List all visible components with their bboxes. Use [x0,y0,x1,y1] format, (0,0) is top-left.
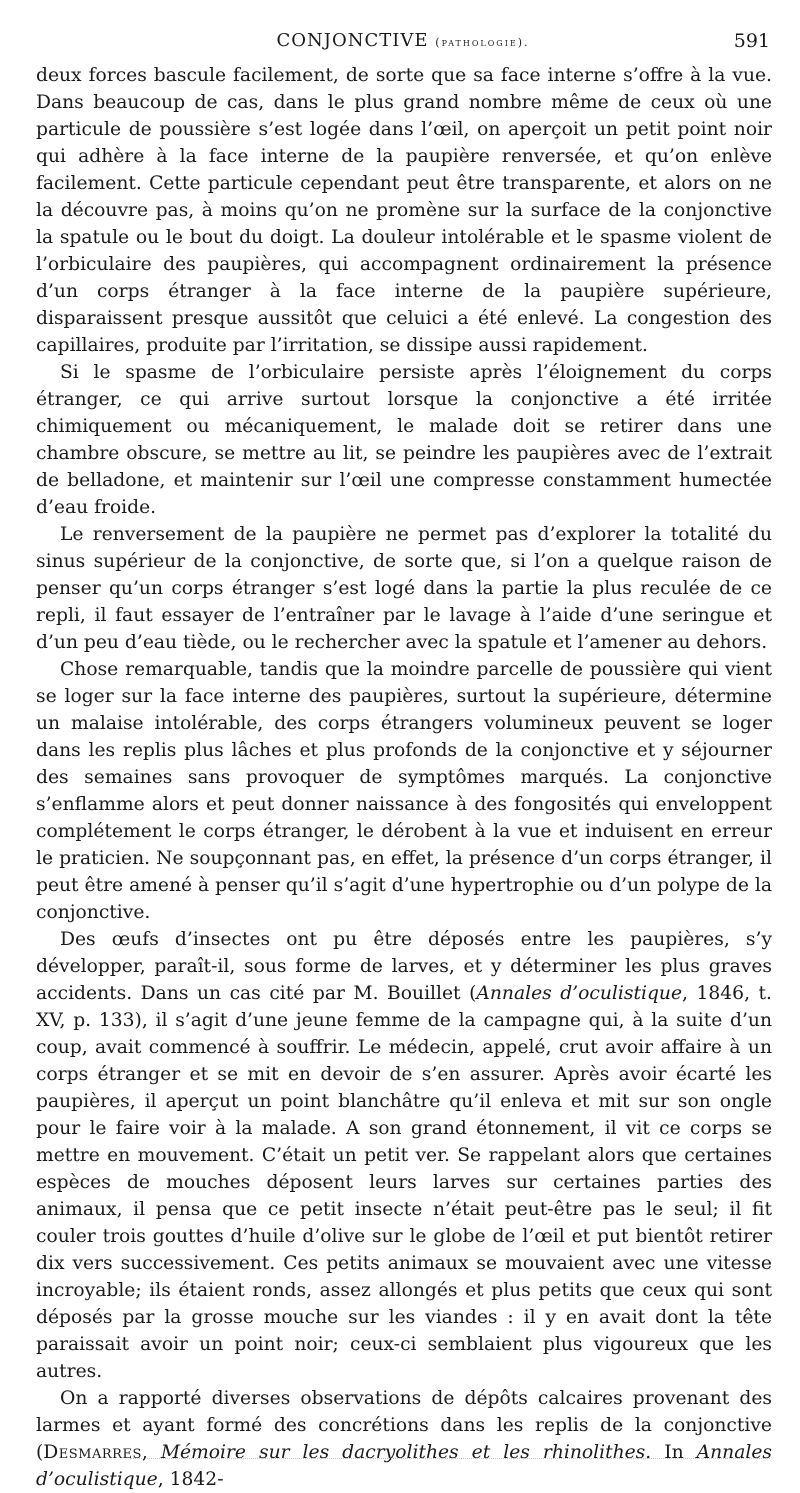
footer-rule [130,1458,770,1460]
paragraph-1: deux forces bascule facilement, de sorte que sa face interne s’offre à la vue. Dans beaucoup de cas, dans le plus grand nombre même de ceux où une particule de poussière s’est logée dans l’œil, on aperçoit un petit point noir qui adhère à la face interne de la paupière renversée, et qu’on enlève facilement. Cette particule cependant peut être transparente, et alors on ne la découvre pas, à moins qu’on ne promène sur la surface de la conjonctive la spatule ou le bout du doigt. La douleur intolérable et le spasme violent de l’orbiculaire des paupières, qui accompagnent ordinairement la présence d’un corps étranger à la face interne de la paupière supérieure, disparaissent presque aussitôt que celuici a été enlevé. La congestion des capillaires, produite par l’irritation, se dissipe aussi rapidement. [36,65,772,356]
paragraph-5-text-b: , 1846, t. XV, p. 133), il s’agit d’une jeune femme de la campagne qui, à la suite d’un coup, avait commencé à souffrir. Le médecin, appelé, crut avoir affaire à un corps étranger et se mit en devoir de s’en assurer. Après avoir écarté les paupières, il aperçut un point blanchâtre qu’il enleva et mit sur son ongle pour le faire voir à la malade. A son grand étonnement, il vit ce corps se mettre en mouvement. C’était un petit ver. Se rappelant alors que certaines espèces de mouches déposent leurs larves sur certaines parties des animaux, il pensa que ce petit insecte n’était peut-être pas le seul; il fit couler trois gouttes d’huile d’olive sur le globe de l’œil et put bientôt retirer dix vers successivement. Ces petits animaux se mouvaient avec une vitesse incroyable; ils étaient ronds, assez allongés et plus petits que ceux qui sont déposés par la grosse mouche sur les viandes : il y en avait dont la tête paraissait avoir un point noir; ceux-ci semblaient plus vigoureux que les autres. [36,983,772,1382]
author-name: Desmarres [43,1442,142,1463]
paragraph-5 [36,926,772,1385]
memoire-title: Mémoire sur les dacryolithes et les rhinolithes [160,1442,646,1463]
head-title-main: CONJONCTIVE [276,30,429,51]
running-head [36,30,770,56]
paragraph-6-text-d: , 1842- [157,1469,224,1490]
head-title-subtitle: (pathologie). [435,36,530,49]
page-number: 591 [733,30,770,52]
journal-citation: Annales d’oculistique [476,983,683,1004]
body-text [36,62,772,1493]
paragraph-3: Le renversement de la paupière ne permet pas d’explorer la totalité du sinus supérieur de la conjonctive, de sorte que, si l’on a quelque raison de penser qu’un corps étranger s’est logé dans la partie la plus reculée de ce repli, il faut essayer de l’entraîner par le lavage à l’aide d’une seringue et d’un peu d’eau tiède, ou le rechercher avec la spatule et l’amener au dehors. [36,524,772,653]
paragraph-4: Chose remarquable, tandis que la moindre parcelle de poussière qui vient se loger sur la face interne des paupières, surtout la supérieure, détermine un malaise intolérable, des corps étrangers volumineux peuvent se loger dans les replis plus lâches et plus profonds de la conjonctive et y séjourner des semaines sans provoquer de symptômes marqués. La conjonctive s’enflamme alors et peut donner naissance à des fongosités qui enveloppent complétement le corps étranger, le dérobent à la vue et induisent en erreur le praticien. Ne soupçonnant pas, en effet, la présence d’un corps étranger, il peut être amené à penser qu’il s’agit d’une hypertrophie ou d’un polype de la conjonctive. [36,659,772,923]
paragraph-5-text-a: Des œufs d’insectes ont pu être déposés entre les paupières, s’y développer, paraît-il, sous forme de larves, et y déterminer les plus graves accidents. Dans un cas cité par M. Bouillet ( [36,929,772,1004]
paragraph-2: Si le spasme de l’orbiculaire persiste après l’éloignement du corps étranger, ce qui arrive surtout lorsque la conjonctive a été irritée chimiquement ou mécaniquement, le malade doit se retirer dans une chambre obscure, se mettre au lit, se peindre les paupières avec de l’extrait de belladone, et maintenir sur l’œil une compresse constamment humectée d’eau froide. [36,362,772,518]
paragraph-6 [36,1385,772,1493]
paragraph-6-text-b: , [141,1442,161,1463]
paragraph-6-text-c: . In [645,1442,697,1463]
paragraph-6-text-a: On a rapporté diverses observations de dépôts calcaires provenant des larmes et ayant formé des concrétions dans les replis de la conjonctive ( [36,1388,772,1463]
journal-citation-2: Annales d’oculistique [36,1442,772,1490]
running-head-title [36,30,770,51]
